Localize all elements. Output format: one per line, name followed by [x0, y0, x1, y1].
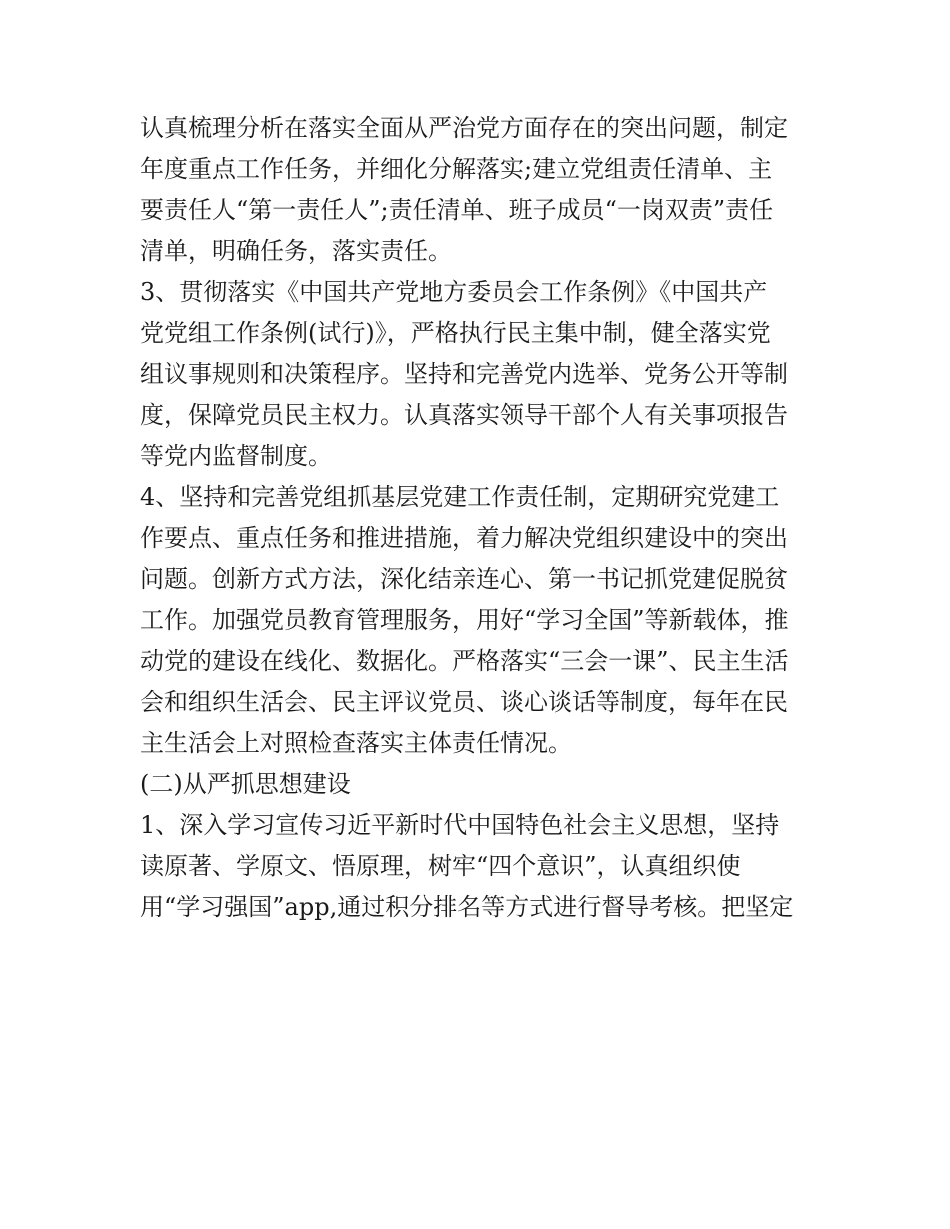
text-line: 度，保障党员民主权力。认真落实领导干部个人有关事项报告	[140, 401, 788, 429]
text-line: 3、贯彻落实《中国共产党地方委员会工作条例》《中国共产	[140, 278, 768, 306]
text-line: 清单，明确任务，落实责任。	[140, 237, 452, 265]
section-heading: (二)从严抓思想建设	[140, 770, 351, 798]
document-body	[140, 108, 820, 928]
text-line: 1、深入学习宣传习近平新时代中国特色社会主义思想，坚持	[140, 811, 780, 839]
text-line: 动党的建设在线化、数据化。严格落实“三会一课”、民主生活	[140, 647, 789, 675]
text-line: 认真梳理分析在落实全面从严治党方面存在的突出问题，制定	[140, 114, 788, 142]
text-line: 会和组织生活会、民主评议党员、谈心谈话等制度，每年在民	[140, 688, 788, 716]
text-line: 年度重点工作任务，并细化分解落实;建立党组责任清单、主	[140, 155, 773, 183]
text-line: 主生活会上对照检查落实主体责任情况。	[140, 729, 572, 757]
text-line: 等党内监督制度。	[140, 442, 332, 470]
text-line: 组议事规则和决策程序。坚持和完善党内选举、党务公开等制	[140, 360, 788, 388]
text-line: 4、坚持和完善党组抓基层党建工作责任制，定期研究党建工	[140, 483, 780, 511]
text-line: 工作。加强党员教育管理服务，用好“学习全国”等新载体，推	[140, 606, 789, 634]
text-line: 问题。创新方式方法，深化结亲连心、第一书记抓党建促脱贫	[140, 565, 788, 593]
text-line: 党党组工作条例(试行)》，严格执行民主集中制，健全落实党	[140, 319, 771, 347]
text-line: 用“学习强国”app,通过积分排名等方式进行督导考核。把坚定	[140, 893, 794, 921]
text-line: 要责任人“第一责任人”;责任清单、班子成员“一岗双责”责任	[140, 196, 774, 224]
text-line: 读原著、学原文、悟原理，树牢“四个意识”，认真组织使	[140, 852, 741, 880]
text-line: 作要点、重点任务和推进措施，着力解决党组织建设中的突出	[140, 524, 788, 552]
